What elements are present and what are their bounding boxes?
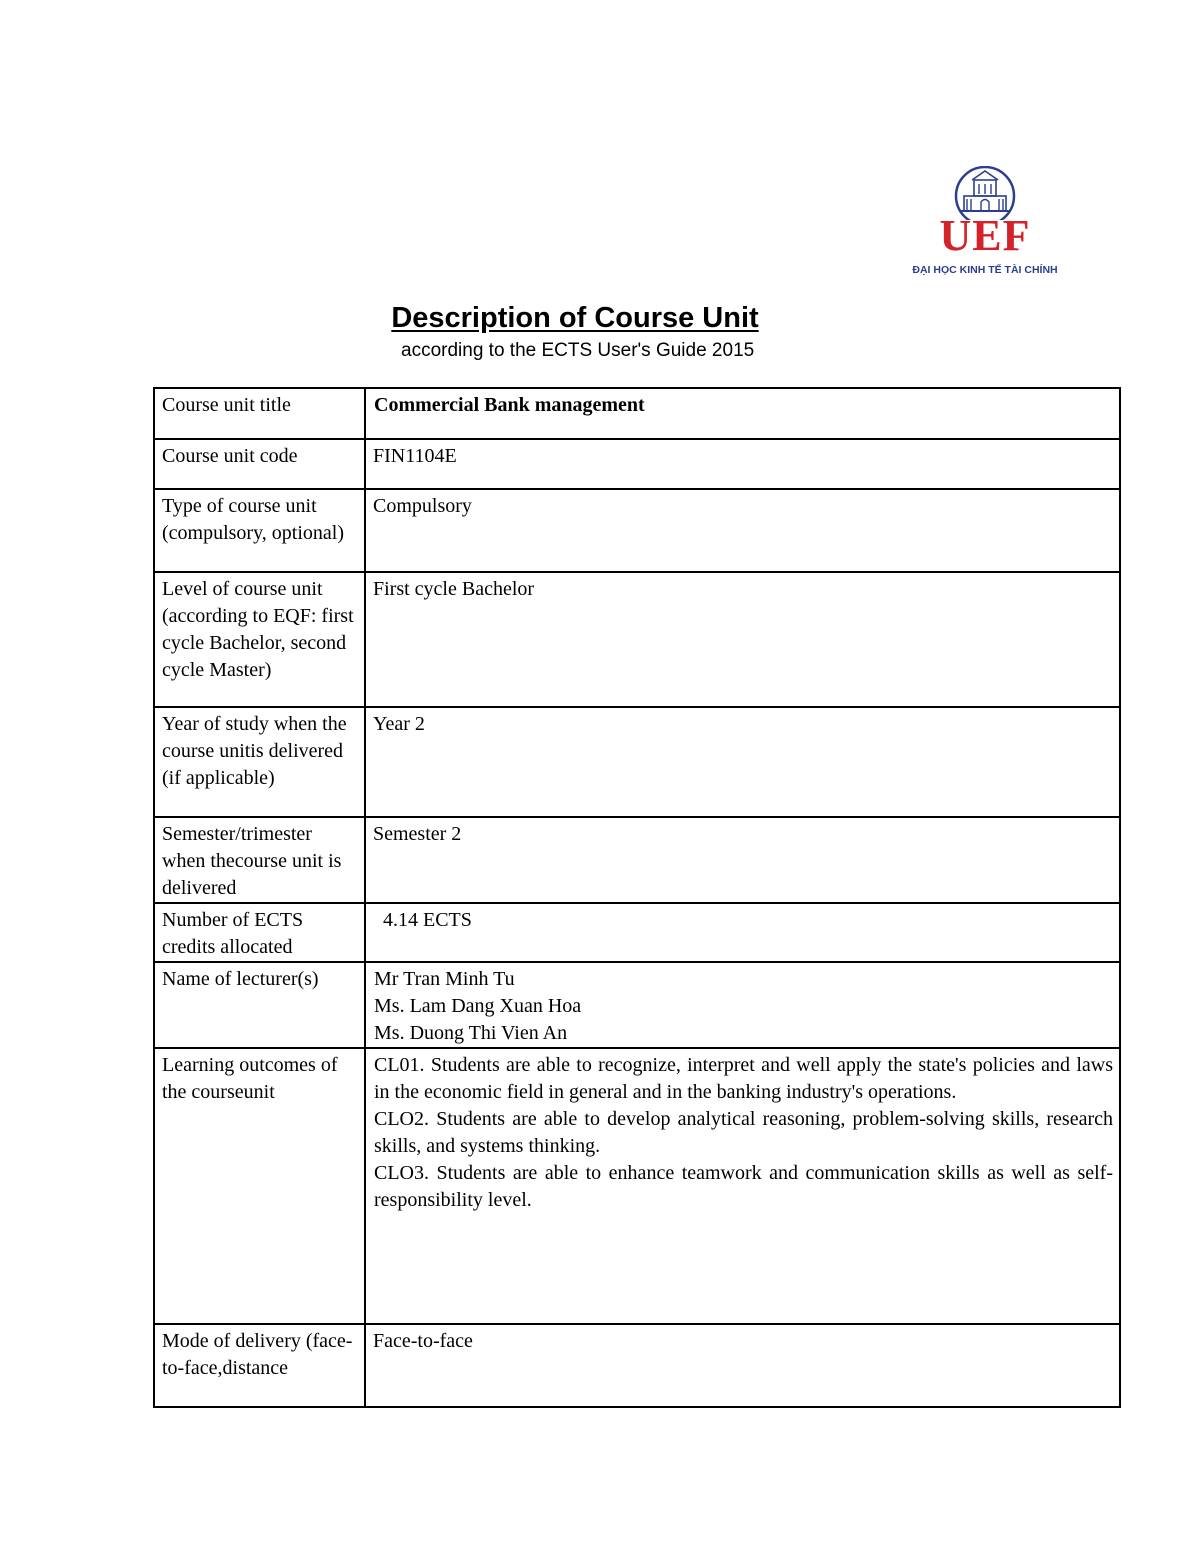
table-row xyxy=(154,962,1120,1048)
row-label: Learning outcomes of the courseunit xyxy=(154,1048,365,1324)
row-label: Semester/trimester when thecourse unit is delivered xyxy=(154,817,365,903)
ects-credits-value: 4.14 ECTS xyxy=(365,903,1120,962)
table-row xyxy=(154,903,1120,962)
table-row xyxy=(154,817,1120,903)
table-row xyxy=(154,1048,1120,1324)
course-title-value: Commercial Bank management xyxy=(365,388,1120,439)
delivery-mode-value: Face-to-face xyxy=(365,1324,1120,1407)
table-row xyxy=(154,439,1120,489)
table-row xyxy=(154,707,1120,817)
semester-value: Semester 2 xyxy=(365,817,1120,903)
learning-outcome-item: CLO3. Students are able to enhance teamwork and communication skills as well as self-responsibility level. xyxy=(374,1162,1113,1211)
table-row xyxy=(154,388,1120,439)
lecturer-name: Ms. Lam Dang Xuan Hoa xyxy=(374,995,582,1017)
learning-outcome-item: CLO2. Students are able to develop analytical reasoning, problem-solving skills, research skills, and systems thinking. xyxy=(374,1108,1113,1157)
year-of-study-value: Year 2 xyxy=(365,707,1120,817)
row-label: Mode of delivery (face-to-face,distance xyxy=(154,1324,365,1407)
table-row xyxy=(154,1324,1120,1407)
row-label: Course unit title xyxy=(154,388,365,439)
lecturer-name: Mr Tran Minh Tu xyxy=(374,968,515,990)
logo-subtitle: ĐẠI HỌC KINH TẾ TÀI CHÍNH xyxy=(912,264,1058,276)
learning-outcome-item: CL01. Students are able to recognize, interpret and well apply the state's policies and laws in the economic field in general and in the banking industry's operations. xyxy=(374,1054,1113,1103)
course-level-value: First cycle Bachelor xyxy=(365,572,1120,707)
row-label: Level of course unit (according to EQF: first cycle Bachelor, second cycle Master) xyxy=(154,572,365,707)
uef-logo xyxy=(900,166,1070,282)
row-label: Number of ECTS credits allocated xyxy=(154,903,365,962)
logo-wordmark: UEF xyxy=(939,211,1031,260)
table-row xyxy=(154,572,1120,707)
lecturers-value xyxy=(365,962,1120,1048)
page-subtitle: according to the ECTS User's Guide 2015 xyxy=(401,340,755,361)
table-row xyxy=(154,489,1120,572)
row-label: Course unit code xyxy=(154,439,365,489)
lecturer-name: Ms. Duong Thi Vien An xyxy=(374,1022,568,1044)
course-type-value: Compulsory xyxy=(365,489,1120,572)
row-label: Name of lecturer(s) xyxy=(154,962,365,1048)
page-title: Description of Course Unit xyxy=(391,302,759,334)
course-code-value: FIN1104E xyxy=(365,439,1120,489)
course-unit-table xyxy=(153,387,1121,1408)
row-label: Type of course unit (compulsory, optional) xyxy=(154,489,365,572)
row-label: Year of study when the course unitis delivered (if applicable) xyxy=(154,707,365,817)
learning-outcomes-value xyxy=(365,1048,1120,1324)
